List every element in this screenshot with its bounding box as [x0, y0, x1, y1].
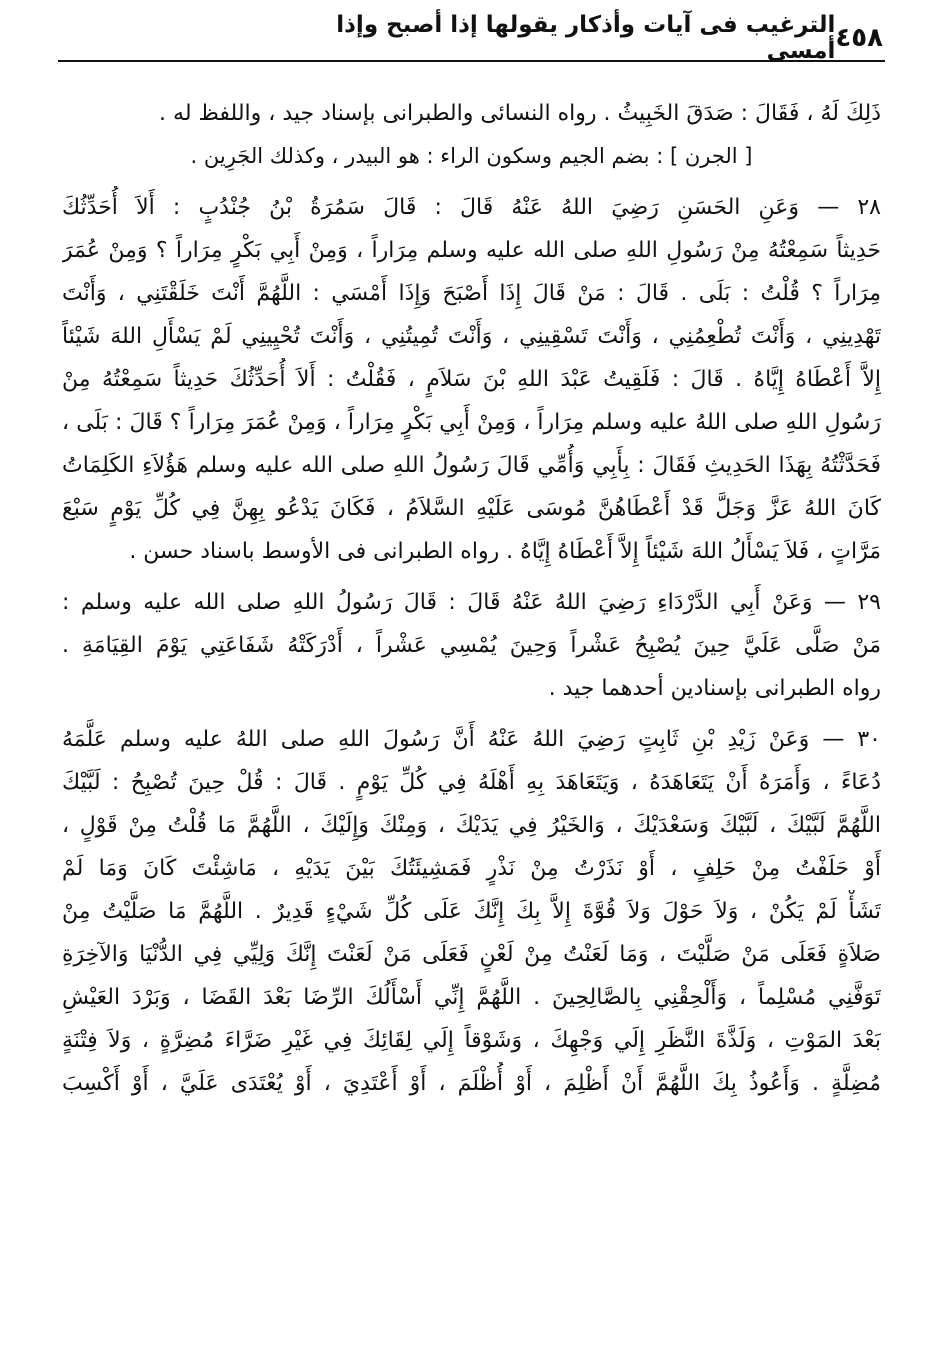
- text-line: تَوَفَّنِي مُسْلِماً ، وَأَلْحِقْنِي بِالصَّالِحِينَ . اللَّهُمَّ إِنِّي أَسْأَلُكَ الرِّضَا بَعْدَ القَضَا ، وَبَرْدَ العَيْشِ: [62, 985, 881, 1010]
- text-line: ذَلِكَ لَهُ ، فَقَالَ : صَدَقَ الخَبِيثُ . رواه النسائى والطبرانى بإسناد جيد ، واللفظ له .: [159, 101, 881, 126]
- text-line: بَعْدَ المَوْتِ ، وَلَذَّةَ النَّظَرِ إِلَي وَجْهِكَ ، وَشَوْقاً إِلَي لِقَائِكَ فِي غَيْرِ ضَرَّاءَ مُضِرَّةٍ ، وَلاَ فِتْنَةٍ: [62, 1028, 881, 1053]
- hadith-29-start: ٢٩ — وَعَنْ أَبِي الدَّرْدَاءِ رَضِيَ اللهُ عَنْهُ قَالَ : قَالَ رَسُولُ اللهِ صلى الله عليه وسلم :: [62, 590, 881, 615]
- text-line: مَنْ صَلَّى عَلَيَّ حِينَ يُصْبِحُ عَشْراً وَحِينَ يُمْسِي عَشْراً ، أَدْرَكَتْهُ شَفَاعَتِي يَوْمَ القِيَامَةِ .: [62, 633, 881, 658]
- text-line: رواه الطبرانى بإسنادين أحدهما جيد .: [548, 676, 881, 701]
- paragraph-gap: [62, 178, 881, 186]
- paragraph-gap: [62, 710, 881, 718]
- text-line: مُضِلَّةٍ . وَأَعُوذُ بِكَ اللَّهُمَّ أَنْ أَظْلِمَ ، أَوْ أُظْلَمَ ، أَوْ أَعْتَدِيَ ، أَوْ يُعْتَدَى عَلَيَّ ، أَوْ أَكْسِبَ: [62, 1071, 881, 1096]
- text-line: تَشَأْ لَمْ يَكُنْ ، وَلاَ حَوْلَ وَلاَ قُوَّةَ إِلاَّ بِكَ إِنَّكَ عَلَى كُلِّ شَيْءٍ قَدِيرٌ . اللَّهُمَّ مَا صَلَّيْتُ مِنْ: [62, 899, 881, 924]
- page-body: [62, 92, 881, 1105]
- text-line: حَدِيثاً سَمِعْتُهُ مِنْ رَسُولِ اللهِ صلى الله عليه وسلم مِرَاراً ، وَمِنْ أَبِي بَكْرٍ مِرَاراً ؟ وَمِنْ عُمَرَ: [62, 238, 881, 263]
- page-number: ٤٥٨: [835, 23, 883, 53]
- text-line: دُعَاءً ، وَأَمَرَهُ أَنْ يَتَعَاهَدَهُ ، وَيَتَعَاهَدَ بِهِ أَهْلَهُ فِي كُلِّ يَوْمٍ . قَالَ : قُلْ حِينَ تُصْبِحُ : لَبَّيْكَ: [62, 770, 881, 795]
- text-line: رَسُولِ اللهِ صلى اللهُ عليه وسلم مِرَاراً ، وَمِنْ أَبِي بَكْرٍ مِرَاراً ، وَمِنْ عُمَرَ مِرَاراً ؟ قَالَ : بَلَى ،: [62, 410, 881, 435]
- text-line: كَانَ اللهُ عَزَّ وَجَلَّ قَدْ أَعْطَاهُنَّ مُوسَى عَلَيْهِ السَّلاَمُ ، فَكَانَ يَدْعُو بِهِنَّ فِي كُلِّ يَوْمٍ سَبْعَ: [62, 496, 881, 521]
- hadith-30-start: ٣٠ — وَعَنْ زَيْدِ بْنِ ثَابِتٍ رَضِيَ اللهُ عَنْهُ أَنَّ رَسُولَ اللهِ صلى اللهُ عليه وسلم عَلَّمَهُ: [62, 727, 881, 752]
- text-line: مَرَّاتٍ ، فَلاَ يَسْأَلُ اللهَ شَيْئاً إِلاَّ أَعْطَاهُ إِيَّاهُ . رواه الطبرانى فى الأوسط باسناد حسن .: [129, 539, 881, 564]
- text-line: إِلاَّ أَعْطَاهُ إِيَّاهُ . قَالَ : فَلَقِيتُ عَبْدَ اللهِ بْنَ سَلاَمٍ ، فَقُلْتُ : أَلاَ أُحَدِّثُكَ حَدِيثاً سَمِعْتُهُ مِنْ: [62, 367, 881, 392]
- page-header: [60, 12, 883, 64]
- paragraph-gap: [62, 573, 881, 581]
- header-rule: [58, 60, 885, 62]
- text-line: صَلاَةٍ فَعَلَى مَنْ صَلَّيْتَ ، وَمَا لَعَنْتُ مِنْ لَعْنٍ فَعَلَى مَنْ لَعَنْتَ إِنَّكَ وَلِيِّي فِي الدُّنْيَا وَالآخِرَةِ: [62, 942, 881, 967]
- text-line: مِرَاراً ؟ قُلْتُ : بَلَى . قَالَ : مَنْ قَالَ إِذَا أَصْبَحَ وَإِذَا أَمْسَي : اللَّهُمَّ أَنْتَ خَلَقْتَنِي ، وَأَنْتَ: [62, 281, 881, 306]
- text-line: اللَّهُمَّ لَبَّيْكَ ، لَبَّيْكَ وَسَعْدَيْكَ ، وَالخَيْرُ فِي يَدَيْكَ ، وَمِنْكَ وَإِلَيْكَ ، اللَّهُمَّ مَا قُلْتُ مِنْ قَوْلٍ ،: [62, 813, 881, 838]
- hadith-28-start: ٢٨ — وَعَنِ الحَسَنِ رَضِيَ اللهُ عَنْهُ قَالَ : قَالَ سَمُرَةُ بْنُ جُنْدُبٍ : أَلاَ أُحَدِّثُكَ: [62, 195, 881, 220]
- glossary-note: [ الجرن ] : بضم الجيم وسكون الراء : هو البيدر ، وكذلك الجَرِين .: [190, 144, 753, 168]
- text-line: أَوْ حَلَفْتُ مِنْ حَلِفٍ ، أَوْ نَذَرْتُ مِنْ نَذْرٍ فَمَشِيئَتُكَ بَيْنَ يَدَيْهِ ، مَاشِئْتَ كَانَ وَمَا لَمْ: [62, 856, 881, 881]
- running-title: الترغيب فى آيات وأذكار يقولها إذا أصبح وإذا أمسى: [336, 12, 836, 64]
- text-line: تَهْدِينِي ، وَأَنْتَ تُطْعِمُنِي ، وَأَنْتَ تَسْقِينِي ، وَأَنْتَ تُمِيتُنِي ، وَأَنْتَ تُحْيِينِي لَمْ يَسْأَلِ اللهَ شَيْئاً: [62, 324, 881, 349]
- text-line: فَحَدَّثْتُهُ بِهَذَا الحَدِيثِ فَقَالَ : بِأَبِي وَأُمِّي قَالَ رَسُولُ اللهِ صلى الله عليه وسلم هَؤُلاَءِ الكَلِمَاتُ: [62, 453, 881, 478]
